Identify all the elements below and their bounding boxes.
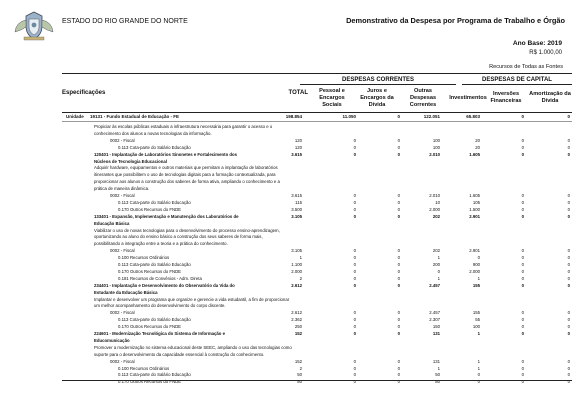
cell-total: 1 (299, 255, 302, 261)
row-label: 0002 - Fiscal (110, 193, 135, 198)
cell-juros: 0 (397, 199, 400, 205)
cell-amortizacao: 0 (567, 255, 570, 261)
cell-outras: 2.010 (429, 151, 440, 157)
cell-outras: 80 (435, 379, 440, 385)
description-row (0, 352, 585, 358)
cell-inversoes: 0 (521, 324, 524, 330)
row-label: 0.100 Recursos Ordinários (118, 365, 170, 371)
cell-total: 1.100 (291, 262, 302, 267)
row-label: Estudante da Educação Básica (94, 289, 158, 295)
row-label: um melhor acompanhamento do desenvolvimento do corpo discente. (94, 303, 226, 309)
cell-pessoal: 0 (353, 262, 356, 267)
row-label: 0.113 Cota-parte do Salário Educação (118, 144, 191, 150)
row-label: possibilitando a integração entre a teoria e a prática do conhecimento. (94, 241, 228, 247)
state-name: ESTADO DO RIO GRANDE DO NORTE (62, 18, 188, 25)
cell-total: 2.362 (291, 317, 302, 323)
cell-investimentos: 2.901 (469, 213, 480, 219)
row-label: 120401 - Implantação de Laboratórios Sinonetes e Fortalecimento dos (94, 151, 238, 157)
cell-juros: 0 (397, 144, 400, 150)
cell-total: 80 (297, 379, 302, 385)
cell-inversoes: 0 (521, 379, 524, 385)
cell-investimentos: 1.605 (469, 151, 480, 157)
cell-pessoal: 0 (353, 358, 356, 364)
unidade-rule (62, 121, 572, 122)
table-row (0, 290, 585, 296)
cell-juros: 0 (397, 324, 400, 330)
cell-pessoal: 0 (353, 213, 356, 219)
cell-amortizacao: 0 (567, 268, 570, 274)
cell-outras: 150 (432, 324, 440, 330)
cell-pessoal: 0 (353, 193, 356, 198)
cell-total: 152 (294, 331, 302, 336)
table-row (0, 324, 585, 330)
unidade-name: 19131 - Fundo Estadual de Educação - FE (90, 114, 180, 119)
cell-juros: 0 (397, 262, 400, 267)
row-label: itinerantes que possibilitem o uso de tecnologias digitais para a formação contextualizada, para (94, 172, 276, 178)
cell-pessoal: 0 (353, 255, 356, 261)
row-label: 0.113 Cota-parte do Salário Educação (118, 372, 191, 378)
action-row (0, 283, 585, 289)
cell-total: 250 (294, 324, 302, 330)
cell-amortizacao: 0 (567, 365, 570, 371)
unidade-label: Unidade (66, 114, 84, 119)
cell-juros: 0 (397, 206, 400, 212)
description-row (0, 186, 585, 192)
cell-total: 3.500 (291, 206, 302, 212)
cell-pessoal: 0 (353, 268, 356, 274)
base-year: Ano Base: 2019 (512, 40, 562, 47)
row-label: Educomunicação (94, 337, 130, 343)
cell-inversoes: 0 (521, 268, 524, 274)
cell-outras: 100 (432, 144, 440, 150)
description-row (0, 234, 585, 240)
cell-investimentos: 155 (472, 282, 480, 288)
unidade-outras: 122.051 (423, 114, 440, 119)
cell-inversoes: 0 (521, 358, 524, 364)
cell-total: 50 (297, 372, 302, 378)
cell-total: 120 (294, 144, 302, 150)
cell-juros: 0 (397, 193, 400, 198)
cell-inversoes: 0 (521, 255, 524, 261)
col-juros: Juros e Encargos da Dívida (360, 88, 394, 108)
description-row (0, 172, 585, 178)
cell-amortizacao: 0 (567, 331, 570, 336)
description-row (0, 179, 585, 185)
cell-total: 152 (294, 358, 302, 364)
cell-total: 2.000 (291, 268, 302, 274)
cell-pessoal: 0 (353, 248, 356, 254)
cell-inversoes: 0 (521, 372, 524, 378)
cell-investimentos: 55 (475, 317, 480, 323)
cell-investimentos: 0 (477, 255, 480, 261)
currency-unit: R$ 1.000,00 (529, 50, 562, 56)
cell-pessoal: 0 (353, 275, 356, 281)
cell-juros: 0 (397, 151, 400, 157)
row-label: 0002 - Fiscal (110, 358, 135, 364)
col-total: TOTAL (288, 90, 308, 96)
cell-inversoes: 0 (521, 193, 524, 198)
cell-investimentos: 105 (472, 199, 480, 205)
cell-outras: 50 (435, 372, 440, 378)
row-label: Adquirir hardware, equipamentos e outros materiais que permitam a implantação de laboratórios (94, 165, 278, 171)
cell-outras: 2.307 (429, 317, 440, 323)
cell-inversoes: 0 (521, 206, 524, 212)
cell-inversoes: 0 (521, 137, 524, 143)
description-row (0, 131, 585, 137)
cell-pessoal: 0 (353, 206, 356, 212)
cell-total: 3.105 (291, 248, 302, 254)
cell-juros: 0 (397, 137, 400, 143)
cell-juros: 0 (397, 213, 400, 219)
cell-inversoes: 0 (521, 213, 524, 219)
cell-inversoes: 0 (521, 248, 524, 254)
cell-pessoal: 0 (353, 282, 356, 288)
unidade-total: 198.854 (285, 114, 302, 119)
row-label: 0.113 Cota-parte do Salário Educação (118, 199, 191, 205)
cell-juros: 0 (397, 282, 400, 288)
cell-pessoal: 0 (353, 324, 356, 330)
cell-outras: 100 (432, 137, 440, 143)
cell-total: 3.105 (291, 213, 302, 219)
cell-amortizacao: 0 (567, 206, 570, 212)
table-row (0, 262, 585, 268)
cell-investimentos: 20 (475, 137, 480, 143)
cell-pessoal: 0 (353, 379, 356, 385)
cell-amortizacao: 0 (567, 137, 570, 143)
cell-outras: 1 (437, 255, 440, 261)
cell-amortizacao: 0 (567, 282, 570, 288)
row-label: oportunizando ao aluno do ensino básico a construção dos seus saberes de forma mais, (94, 234, 263, 240)
row-label: 0.170 Outros Recursos do FNDE (118, 206, 182, 212)
table-row (0, 200, 585, 206)
table-header-rule (62, 112, 572, 113)
table-row (0, 193, 585, 199)
cell-pessoal: 0 (353, 137, 356, 143)
cell-juros: 0 (397, 268, 400, 274)
cell-outras: 200 (432, 262, 440, 267)
cell-outras: 1 (437, 365, 440, 371)
row-label: Viabilizar o uso de novas tecnologias para o desenvolvimento do processo ensino-aprendizagem, (94, 227, 280, 233)
cell-inversoes: 0 (521, 310, 524, 316)
row-label: 0.181 Recursos de Convênios - Adm. Direta (118, 275, 202, 281)
cell-inversoes: 0 (521, 262, 524, 267)
cell-juros: 0 (397, 372, 400, 378)
unidade-investimentos: 65.803 (466, 114, 480, 119)
cell-amortizacao: 0 (567, 379, 570, 385)
cell-pessoal: 0 (353, 372, 356, 378)
row-label: 0.170 Outros Recursos do FNDE (118, 379, 182, 385)
cell-amortizacao: 0 (567, 144, 570, 150)
table-row (0, 269, 585, 275)
table-row (0, 317, 585, 323)
table-row (0, 310, 585, 316)
cell-investimentos: 1 (477, 365, 480, 371)
cell-inversoes: 0 (521, 151, 524, 157)
table-top-rule (62, 73, 572, 74)
cell-outras: 202 (432, 213, 440, 219)
cell-juros: 0 (397, 358, 400, 364)
table-row (0, 366, 585, 372)
row-label: 224601 - Modernização Tecnológica do Sistema de Informação e (94, 331, 226, 336)
cell-investimentos: 1 (477, 358, 480, 364)
cell-investimentos: 900 (472, 262, 480, 267)
cell-outras: 1 (437, 275, 440, 281)
cell-amortizacao: 0 (567, 310, 570, 316)
row-label: suporte para o desenvolvimento da capacidade essencial à construção do conhecimento. (94, 351, 265, 357)
cell-pessoal: 0 (353, 310, 356, 316)
cell-inversoes: 0 (521, 317, 524, 323)
description-row (0, 241, 585, 247)
table-row (0, 159, 585, 165)
report-title: Demonstrativo da Despesa por Programa de Trabalho e Órgão (346, 16, 565, 25)
cell-investimentos: 0 (477, 379, 480, 385)
cell-outras: 2.000 (429, 206, 440, 212)
unidade-juros: 0 (397, 114, 400, 119)
col-inversoes: Inversões Financeiras (490, 91, 522, 104)
cell-inversoes: 0 (521, 275, 524, 281)
row-label: Educação Básica (94, 220, 130, 226)
cell-inversoes: 0 (521, 282, 524, 288)
table-row (0, 359, 585, 365)
unidade-amortizacao: 0 (567, 114, 570, 119)
cell-total: 115 (295, 199, 302, 205)
row-label: proporcionar aos alunos a construção dos saberes de forma ativa, ampliando o conhecimento e a (94, 179, 280, 185)
row-label: prática de maneira dinâmica. (94, 186, 150, 192)
row-label: Implantar e desenvolver um programa que organize e gerencie a vida estudantil, a fim de proporcionar (94, 296, 290, 302)
cell-outras: 0 (437, 268, 440, 274)
cell-total: 2 (299, 365, 302, 371)
row-label: conhecimento dos alunos a novas tecnologias da informação. (94, 130, 212, 136)
cell-amortizacao: 0 (567, 372, 570, 378)
col-investimentos: Investimentos (449, 95, 487, 101)
row-label: 0.113 Cota-parte do Salário Educação (118, 262, 191, 267)
cell-amortizacao: 0 (567, 324, 570, 330)
cell-investimentos: 1.605 (469, 193, 480, 198)
row-label: 0002 - Fiscal (110, 248, 135, 254)
cell-total: 3.615 (291, 151, 302, 157)
row-label: 0.170 Outros Recursos do FNDE (118, 324, 182, 330)
col-pessoal: Pessoal e Encargos Sociais (319, 88, 345, 108)
cell-outras: 131 (432, 331, 440, 336)
cell-amortizacao: 0 (567, 358, 570, 364)
row-label: Promover a modernização no sistema educacional deste SEEC, ampliando o uso das tecnologias como (94, 344, 292, 350)
cell-juros: 0 (397, 275, 400, 281)
action-row (0, 214, 585, 220)
cell-outras: 131 (432, 358, 440, 364)
action-row (0, 331, 585, 337)
cell-pessoal: 0 (353, 144, 356, 150)
row-label: 0002 - Fiscal (110, 137, 135, 143)
funding-sources-label: Recursos de Todas as Fontes (489, 64, 563, 70)
cell-amortizacao: 0 (567, 213, 570, 219)
table-row (0, 145, 585, 151)
cell-inversoes: 0 (521, 365, 524, 371)
cell-pessoal: 0 (353, 365, 356, 371)
cell-amortizacao: 0 (567, 317, 570, 323)
group-correntes-rule (300, 84, 456, 85)
description-row (0, 345, 585, 351)
cell-investimentos: 2.000 (469, 268, 480, 274)
row-label: 0.100 Recursos Ordinários (118, 255, 170, 261)
row-label: 0.170 Outros Recursos do FNDE (118, 268, 182, 274)
row-label: 234401 - Implantação e Desenvolvimento do Observatório da Vida do (94, 282, 235, 288)
cell-investimentos: 2.901 (469, 248, 480, 254)
cell-investimentos: 1 (477, 275, 480, 281)
cell-amortizacao: 0 (567, 193, 570, 198)
cell-investimentos: 0 (477, 372, 480, 378)
col-especificacoes: Especificações (62, 90, 106, 96)
cell-juros: 0 (397, 365, 400, 371)
table-row (0, 221, 585, 227)
table-row (0, 255, 585, 261)
row-label: Núcleos de Tecnologia Educacional (94, 158, 167, 164)
description-row (0, 303, 585, 309)
table-row (0, 248, 585, 254)
cell-pessoal: 0 (353, 331, 356, 336)
col-amortizacao: Amortização da Dívida (529, 91, 571, 104)
table-row (0, 207, 585, 213)
description-row (0, 297, 585, 303)
cell-juros: 0 (397, 317, 400, 323)
cell-juros: 0 (397, 255, 400, 261)
cell-outras: 2.457 (429, 310, 440, 316)
cell-investimentos: 100 (472, 324, 480, 330)
cell-juros: 0 (397, 379, 400, 385)
table-row (0, 276, 585, 282)
cell-amortizacao: 0 (567, 248, 570, 254)
unidade-pessoal: 11.050 (342, 114, 356, 119)
table-bottom-rule (62, 380, 572, 381)
cell-juros: 0 (397, 248, 400, 254)
unidade-row (0, 114, 585, 120)
group-header-capital: DESPESAS DE CAPITAL (482, 77, 552, 83)
cell-total: 120 (294, 137, 302, 143)
unidade-inversoes: 0 (521, 114, 524, 119)
cell-total: 2.612 (291, 310, 302, 316)
action-row (0, 152, 585, 158)
cell-investimentos: 20 (475, 144, 480, 150)
cell-amortizacao: 0 (567, 262, 570, 267)
cell-investimentos: 155 (472, 310, 480, 316)
cell-outras: 202 (432, 248, 440, 254)
cell-amortizacao: 0 (567, 275, 570, 281)
cell-outras: 2.457 (429, 282, 440, 288)
group-capital-rule (462, 84, 572, 85)
table-row (0, 338, 585, 344)
cell-inversoes: 0 (521, 144, 524, 150)
col-outras: Outras Despesas Correntes (409, 88, 437, 108)
description-row (0, 165, 585, 171)
group-header-correntes: DESPESAS CORRENTES (341, 77, 414, 83)
cell-investimentos: 1.500 (469, 206, 480, 212)
description-row (0, 228, 585, 234)
cell-total: 2 (299, 275, 302, 281)
cell-total: 3.615 (291, 193, 302, 198)
row-label: 0.113 Cota-parte do Salário Educação (118, 317, 191, 323)
cell-pessoal: 0 (353, 151, 356, 157)
row-label: Propiciar às escolas públicas estaduais a infraestrutura necessária para garantir o acesso e o (94, 124, 273, 129)
row-label: 0002 - Fiscal (110, 310, 135, 316)
cell-inversoes: 0 (521, 199, 524, 205)
cell-investimentos: 1 (477, 331, 480, 336)
cell-juros: 0 (397, 331, 400, 336)
cell-amortizacao: 0 (567, 199, 570, 205)
cell-juros: 0 (397, 310, 400, 316)
cell-inversoes: 0 (521, 331, 524, 336)
cell-outras: 10 (435, 199, 440, 205)
row-label: 133401 - Expansão, Implementação e Manutenção dos Laboratórios de (94, 213, 239, 219)
table-row (0, 372, 585, 378)
cell-outras: 2.010 (429, 193, 440, 198)
state-coat-of-arms-icon (12, 10, 56, 42)
cell-amortizacao: 0 (567, 151, 570, 157)
cell-pessoal: 0 (353, 317, 356, 323)
cell-pessoal: 0 (353, 199, 356, 205)
description-row (0, 124, 585, 130)
table-row (0, 138, 585, 144)
cell-total: 2.612 (291, 282, 302, 288)
